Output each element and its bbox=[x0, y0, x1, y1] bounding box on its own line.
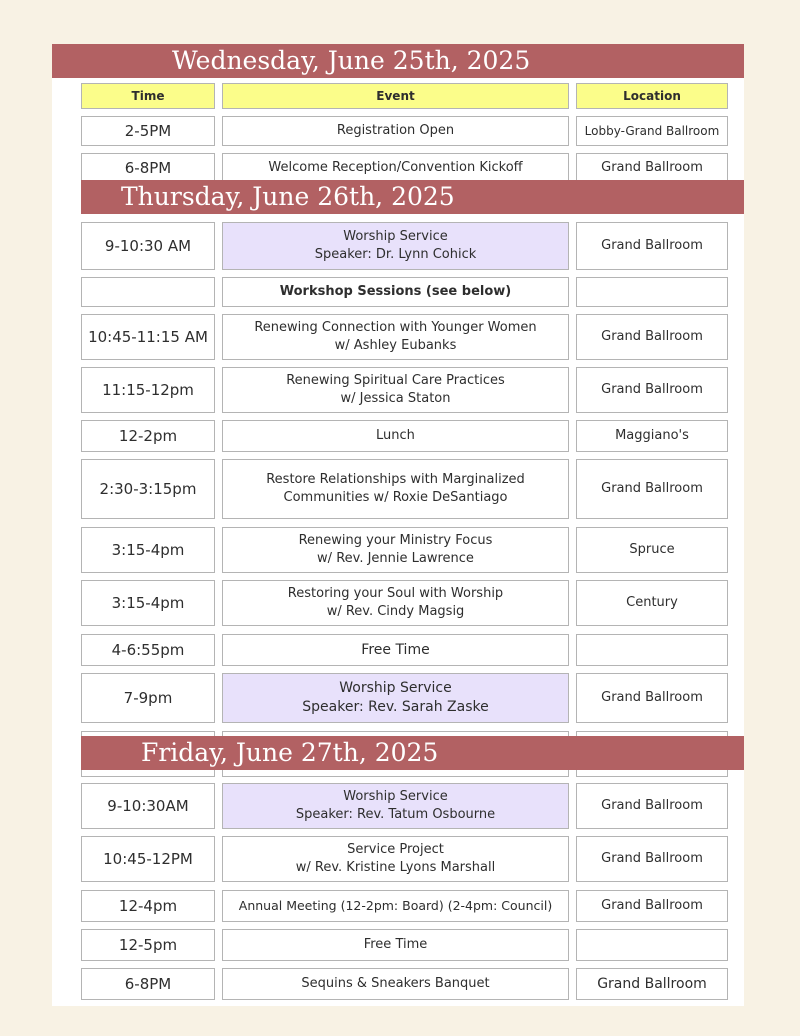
table-row-location bbox=[576, 277, 728, 307]
table-row-event: Free Time bbox=[222, 929, 569, 961]
table-row-event bbox=[222, 314, 569, 360]
table-row-event: Free Time bbox=[222, 634, 569, 666]
day-banner-wednesday bbox=[52, 44, 744, 78]
table-row-location: Grand Ballroom bbox=[576, 153, 728, 183]
event-speaker: w/ Jessica Staton bbox=[340, 391, 451, 406]
table-row-time: 12-5pm bbox=[81, 929, 215, 961]
table-row-time: 2:30-3:15pm bbox=[81, 459, 215, 519]
event-speaker: Speaker: Dr. Lynn Cohick bbox=[314, 247, 477, 262]
table-row-location: Grand Ballroom bbox=[576, 222, 728, 270]
event-title: Worship Service bbox=[339, 680, 452, 696]
table-row-time: 2-5PM bbox=[81, 116, 215, 146]
event-speaker: Speaker: Rev. Sarah Zaske bbox=[302, 699, 489, 715]
table-row-time bbox=[81, 277, 215, 307]
event-title: Worship Service bbox=[343, 789, 448, 804]
event-title: Renewing Connection with Younger Women bbox=[254, 320, 537, 335]
table-row-time: 4-6:55pm bbox=[81, 634, 215, 666]
table-row-time: 10:45-11:15 AM bbox=[81, 314, 215, 360]
day-title: Thursday, June 26th, 2025 bbox=[121, 182, 455, 211]
table-row-time: 12-2pm bbox=[81, 420, 215, 452]
event-title: Service Project bbox=[347, 842, 444, 857]
event-title: Renewing Spiritual Care Practices bbox=[286, 373, 505, 388]
table-row-event bbox=[222, 580, 569, 626]
table-row-time: 6-8PM bbox=[81, 153, 215, 183]
table-row-location bbox=[576, 634, 728, 666]
event-speaker: Speaker: Rev. Tatum Osbourne bbox=[295, 807, 496, 822]
event-speaker: w/ Rev. Kristine Lyons Marshall bbox=[295, 860, 496, 875]
column-header-event: Event bbox=[222, 83, 569, 109]
event-speaker: w/ Rev. Jennie Lawrence bbox=[317, 551, 474, 566]
event-speaker: w/ Rev. Cindy Magsig bbox=[326, 604, 465, 619]
table-row-event: Sequins & Sneakers Banquet bbox=[222, 968, 569, 1000]
table-row-time: 9-10:30AM bbox=[81, 783, 215, 829]
table-row-time: 9-10:30 AM bbox=[81, 222, 215, 270]
column-header-time: Time bbox=[81, 83, 215, 109]
table-row-event: Lunch bbox=[222, 420, 569, 452]
table-row-event bbox=[222, 783, 569, 829]
table-row-location: Grand Ballroom bbox=[576, 459, 728, 519]
table-row-time: 11:15-12pm bbox=[81, 367, 215, 413]
day-banner-friday bbox=[81, 736, 744, 770]
table-row-location: Grand Ballroom bbox=[576, 673, 728, 723]
table-row-location bbox=[576, 929, 728, 961]
day-title: Friday, June 27th, 2025 bbox=[141, 738, 439, 767]
table-row-location: Grand Ballroom bbox=[576, 890, 728, 922]
table-row-event bbox=[222, 459, 569, 519]
table-row-location: Spruce bbox=[576, 527, 728, 573]
table-row-time: 12-4pm bbox=[81, 890, 215, 922]
table-row-time: 3:15-4pm bbox=[81, 527, 215, 573]
table-row-event bbox=[222, 222, 569, 270]
table-row-event: Registration Open bbox=[222, 116, 569, 146]
column-header-location: Location bbox=[576, 83, 728, 109]
table-row-event: Annual Meeting (12-2pm: Board) (2-4pm: Council) bbox=[222, 890, 569, 922]
day-title: Wednesday, June 25th, 2025 bbox=[172, 46, 531, 75]
event-speaker: Communities w/ Roxie DeSantiago bbox=[283, 490, 508, 505]
table-row-location: Grand Ballroom bbox=[576, 314, 728, 360]
table-row-location: Grand Ballroom bbox=[576, 968, 728, 1000]
table-row-event: Workshop Sessions (see below) bbox=[222, 277, 569, 307]
day-banner-thursday bbox=[81, 180, 744, 214]
event-title: Restore Relationships with Marginalized bbox=[266, 472, 525, 487]
table-row-location: Maggiano's bbox=[576, 420, 728, 452]
table-row-event bbox=[222, 527, 569, 573]
table-row-time: 10:45-12PM bbox=[81, 836, 215, 882]
table-row-location: Century bbox=[576, 580, 728, 626]
table-row-time: 3:15-4pm bbox=[81, 580, 215, 626]
event-title: Restoring your Soul with Worship bbox=[287, 586, 504, 601]
table-row-location: Grand Ballroom bbox=[576, 783, 728, 829]
table-row-event bbox=[222, 836, 569, 882]
table-row-event bbox=[222, 673, 569, 723]
table-row-location: Grand Ballroom bbox=[576, 367, 728, 413]
table-row-time: 7-9pm bbox=[81, 673, 215, 723]
table-row-location: Lobby-Grand Ballroom bbox=[576, 116, 728, 146]
table-row-event: Welcome Reception/Convention Kickoff bbox=[222, 153, 569, 183]
event-title: Worship Service bbox=[343, 229, 448, 244]
table-row-location: Grand Ballroom bbox=[576, 836, 728, 882]
event-title: Renewing your Ministry Focus bbox=[298, 533, 493, 548]
table-row-time: 6-8PM bbox=[81, 968, 215, 1000]
table-row-event bbox=[222, 367, 569, 413]
event-speaker: w/ Ashley Eubanks bbox=[334, 338, 457, 353]
